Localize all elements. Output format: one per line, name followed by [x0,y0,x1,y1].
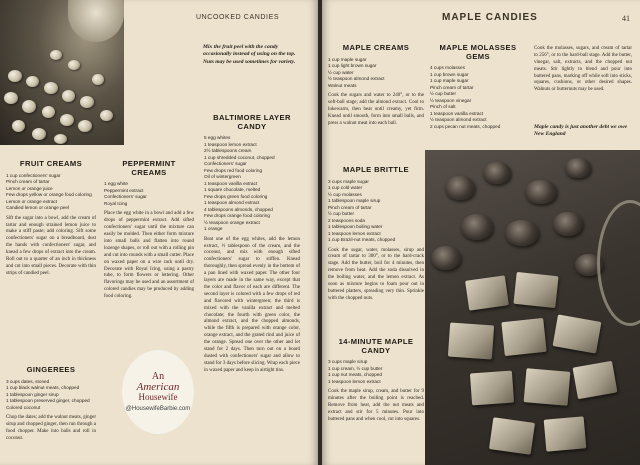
recipe-fruit-creams [6,160,96,278]
ingredient-list: 3 cups maple sirup 1 cup cream, ½ cup butter 1 cup nut meats, chopped 1 teaspoon lemon extract [328,359,383,384]
left-page [0,0,318,465]
italic-note: Maple candy is just another debt we owe New England [534,124,628,138]
recipe-directions: Place the egg white in a bowl and add a few drops of peppermint extract. Add sifted confectioners' sugar until the mixture can easily be molded. Then either form mixture into small balls and flatten into round lozenge shapes, or roll out with a rolling pin and cut into rounds with a small cutter. Place on waxed paper on a wire rack until dry. Decorate with Royal Icing, using a pastry tube, to form flowers or lettering. Other flavorings may be used and an assortment of colored candies may be produced by adding food coloring. [104,211,194,300]
recipe-14-minute-maple-candy [328,338,424,424]
recipe-directions: Cook the maple sirup, cream, and butter for 9 minutes after the boiling point is reached. Remove from heat, add the nut meats and extract and stir for 5 minutes. Pour into buttered pans and when cool, cut into squares. [328,389,424,422]
ingredient-list: 5 egg whites 1 teaspoon lemon extract 2½ tablespoons cream 1 cup shredded coconut, chopped Confectioners' sugar Few drops red food coloring Oil of wintergreen 1 teaspoon vanilla extract 1 square chocolate, melted Few drops green food coloring 1 teaspoon almond extract 4 tablespoons almonds, chopped Few drops orange food coloring ½ teaspoon orange extract 1 orange [204,135,275,232]
recipe-title: BALTIMORE LAYER CANDY [213,113,291,131]
watermark-stamp: An American Housewife @HousewifeBarbie.com [122,350,194,434]
recipe-title: PEPPERMINT CREAMS [122,159,176,177]
ingredient-list: 4 cups molasses 1 cup brown sugar 1 cup maple sugar Pinch cream of tartar ½ cup butter ½ teaspoon vinegar Pinch of salt 1 teaspoon vanilla extract ½ teaspoon almond extract 2 cups pecan nut meats, chopped [430,65,501,129]
page-number: 41 [622,14,630,23]
ingredient-list: 3 cups dates, stoned 1 cup black walnut meats, chopped 1 tablespoon ginger sirup 1 tablespoon preserved ginger, chopped Colored coconut [6,378,90,410]
recipe-title: MAPLE MOLASSES GEMS [439,43,517,61]
maple-molasses-directions: Cook the molasses, sugars, and cream of tartar to 256°, or to the hard-ball stage. Add the butter, vinegar, salt, extracts, and the chopped nut meats. Stir lightly to blend and pour into buttered pans, marking off while soft into sticks, squares, cushions, or other desired shapes. Walnuts or butternuts may be used. [534,46,632,93]
recipe-baltimore-layer-candy [204,114,300,375]
recipe-peppermint-creams [104,160,194,301]
running-head-left: UNCOOKED CANDIES [196,14,280,21]
right-page [322,0,640,465]
recipe-directions: Cook the sugar, water, molasses, sirup and cream of tartar to 300°, or to the hard-crack stage. Add the butter, boil for 4 minutes, then remove from heat. Add the soda dissolved in the boiling water, and the lemon extract. As soon as mixture begins to foam pour out in buttered platters, spreading very thin. Sprinkle with the chopped nuts. [328,247,424,301]
recipe-gingerees [6,366,96,443]
recipe-title: MAPLE BRITTLE [343,165,409,174]
maple-candy-photo [425,150,640,465]
recipe-maple-molasses-gems [430,44,526,130]
ingredient-list: 3 cups maple sugar 1 cup cold water ½ cup molasses 1 tablespoon maple sirup Pinch cream of tartar ½ cup butter 2 teaspoons soda 1 tablespoon boiling water 1 teaspoon lemon extract 1 cup Brazil-nut meats, chopped [328,178,396,243]
candy-photo-top-left [0,0,124,145]
recipe-maple-brittle [328,166,424,303]
recipe-title: 14-MINUTE MAPLE CANDY [338,337,414,355]
recipe-directions: Chop the dates; add the walnut meats, ginger sirup and chopped ginger, then run through a food chopper. Make into balls and roll in coconut. [6,415,96,441]
recipe-directions: Sift the sugar into a bowl, add the cream of tartar and enough strained lemon juice to make a stiff paste; add coloring. Sift some confectioners' sugar on a breadboard, dust the hands with confectioners' sugar, and knead a few drops of extract into the cream. Roll out to a quarter of an inch in thickness and cut into small pieces. Decorate with thin strips of candied peel. [6,215,96,276]
recipe-directions: Cook the sugars and water to 240°, or to the soft-ball stage; add the almond extract. Cool to lukewarm, then beat until creamy, yet firm. Knead until smooth, form into small balls, and press a walnut meat into each ball. [328,93,424,126]
intro-italic: Mix the fruit peel with the candy occasionally instead of using on the top. Nuts may be used sometimes for variety. [203,44,296,65]
ingredient-list: 1 cup maple sugar 1 cup light brown sugar ½ cup water ½ teaspoon almond extract Walnut meats [328,56,385,88]
recipe-title: GINGEREES [26,365,76,374]
recipe-title: MAPLE CREAMS [342,43,410,52]
ingredient-list: 1 egg white Peppermint extract Confectioners' sugar Royal Icing [104,181,147,206]
recipe-title: FRUIT CREAMS [19,159,83,168]
recipe-directions: Beat one of the egg whites, add the lemon extract, ½ tablespoon of the cream, and the coconut, and mix with enough sifted confectioners' sugar to stiffen. Knead thoroughly, then spread evenly in the bottom of a pan lined with waxed paper. The other four layers are made in the same way, except that the color and flavor of each are different. The second layer is colored with a few drops of red and flavored with wintergreen; the third is mixed with the vanilla extract and melted chocolate; the fourth with green color, the almond extract, and the chopped almonds, while the fifth is prepared with orange color, orange extract, and the grated rind and juice of the orange. Spread one over the other and let stand for 2 days. Then turn out on a board dusted with confectioners' sugar and allow to stand for 3 days before slicing. Wrap each piece in waxed paper and keep in airtight tins. [204,236,300,373]
running-head-right: MAPLE CANDIES [442,12,538,23]
ingredient-list: 1 cup confectioners' sugar Pinch cream of tartar Lemon or orange juice Few drops yellow or orange food coloring Lemon or orange extract Candied lemon or orange peel [6,172,92,211]
recipe-maple-creams [328,44,424,128]
